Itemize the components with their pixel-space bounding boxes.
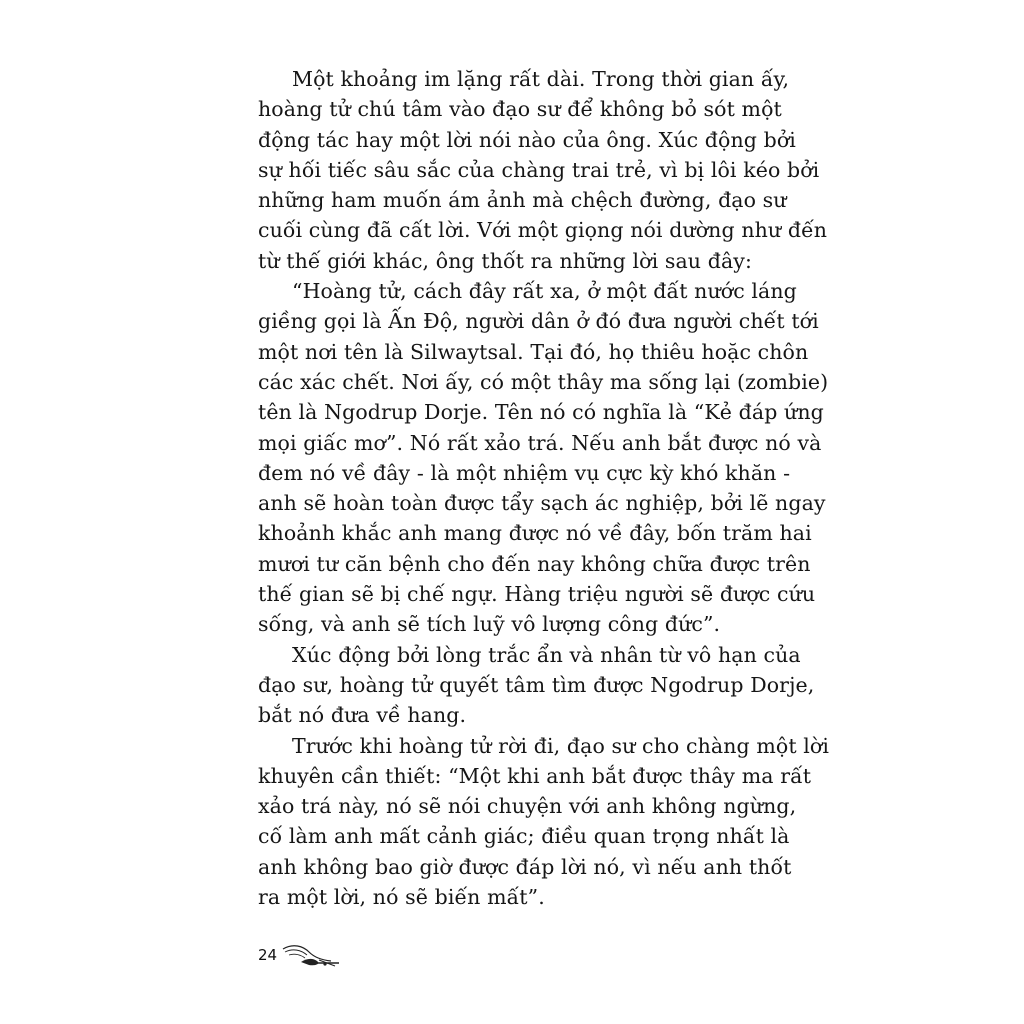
- text-line: Trước khi hoàng tử rời đi, đạo sư cho chàng một lời: [292, 733, 830, 758]
- text-line: các xác chết. Nơi ấy, có một thây ma sống lại (zombie): [258, 369, 829, 394]
- body-text: [258, 64, 830, 912]
- text-line: xảo trá này, nó sẽ nói chuyện với anh không ngừng,: [258, 794, 797, 819]
- page-number: 24: [258, 946, 278, 964]
- text-line: mọi giấc mơ”. Nó rất xảo trá. Nếu anh bắt được nó và: [258, 430, 822, 455]
- text-line: những ham muốn ám ảnh mà chệch đường, đạo sư: [258, 188, 787, 213]
- text-line: khoảnh khắc anh mang được nó về đây, bốn trăm hai: [258, 521, 812, 546]
- text-line: một nơi tên là Silwaytsal. Tại đó, họ thiêu hoặc chôn: [258, 339, 809, 364]
- text-line: sống, và anh sẽ tích luỹ vô lượng công đức”.: [258, 612, 721, 637]
- text-line: cố làm anh mất cảnh giác; điều quan trọng nhất là: [258, 824, 790, 849]
- text-line: từ thế giới khác, ông thốt ra những lời sau đây:: [258, 248, 752, 273]
- text-line: giềng gọi là Ấn Độ, người dân ở đó đưa người chết tới: [258, 309, 819, 334]
- text-line: ra một lời, nó sẽ biến mất”.: [258, 885, 545, 910]
- text-line: Một khoảng im lặng rất dài. Trong thời gian ấy,: [292, 67, 790, 91]
- text-line: thế gian sẽ bị chế ngự. Hàng triệu người sẽ được cứu: [258, 582, 816, 607]
- text-line: khuyên cần thiết: “Một khi anh bắt được thây ma rất: [258, 763, 812, 788]
- paragraph: [258, 276, 829, 640]
- paragraph: [258, 731, 830, 913]
- text-line: cuối cùng đã cất lời. Với một giọng nói dường như đến: [258, 218, 828, 243]
- feather-quill-ornament-icon: [279, 940, 341, 970]
- text-line: “Hoàng tử, cách đây rất xa, ở một đất nước láng: [292, 279, 797, 304]
- text-line: anh sẽ hoàn toàn được tẩy sạch ác nghiệp, bởi lẽ ngay: [258, 491, 826, 516]
- paragraph: [258, 640, 815, 731]
- text-line: sự hối tiếc sâu sắc của chàng trai trẻ, vì bị lôi kéo bởi: [258, 157, 820, 182]
- page-footer: [258, 940, 341, 970]
- text-line: Xúc động bởi lòng trắc ẩn và nhân từ vô hạn của: [292, 642, 801, 667]
- paragraph: [258, 64, 828, 276]
- text-line: động tác hay một lời nói nào của ông. Xúc động bởi: [258, 127, 796, 152]
- text-line: bắt nó đưa về hang.: [258, 703, 467, 728]
- text-line: đạo sư, hoàng tử quyết tâm tìm được Ngodrup Dorje,: [258, 672, 815, 697]
- text-line: mươi tư căn bệnh cho đến nay không chữa được trên: [258, 551, 811, 576]
- text-line: anh không bao giờ được đáp lời nó, vì nếu anh thốt: [258, 854, 792, 879]
- text-line: tên là Ngodrup Dorje. Tên nó có nghĩa là “Kẻ đáp ứng: [258, 400, 824, 425]
- text-line: đem nó về đây - là một nhiệm vụ cực kỳ khó khăn -: [258, 460, 791, 485]
- text-line: hoàng tử chú tâm vào đạo sư để không bỏ sót một: [258, 97, 782, 122]
